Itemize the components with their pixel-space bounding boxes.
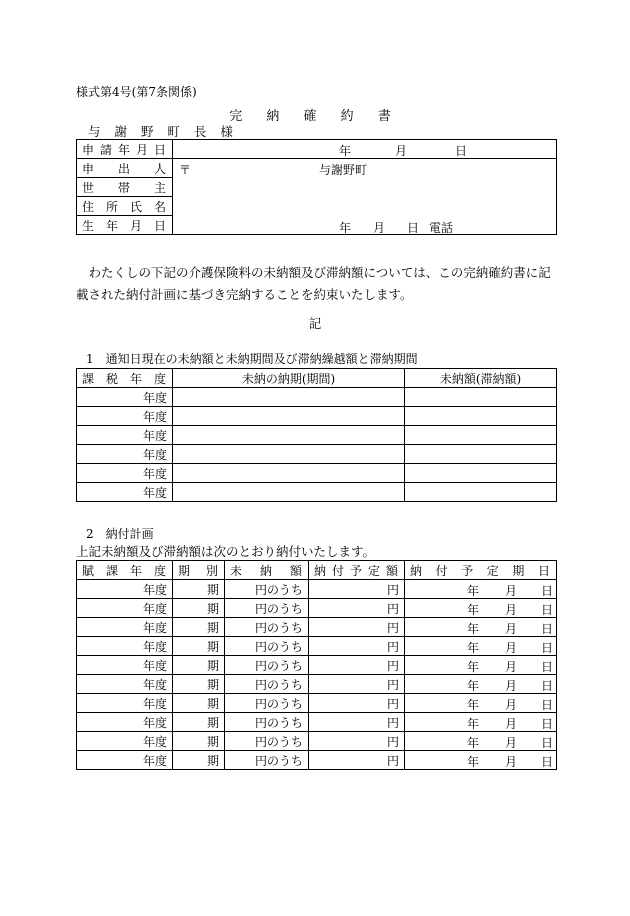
unpaid-amount-cell[interactable]: 円のうち <box>225 656 309 675</box>
date-year-label: 年 <box>467 679 480 693</box>
unpaid-amount-cell[interactable]: 円のうち <box>225 675 309 694</box>
tax-year-cell[interactable]: 年度 <box>77 445 173 464</box>
label-birth-date: 生年月日 <box>77 216 173 235</box>
town-name: 与謝野町 <box>319 163 368 177</box>
date-month-label: 月 <box>505 717 518 731</box>
levy-year-cell[interactable]: 年度 <box>77 580 173 599</box>
planned-amount-cell[interactable]: 円 <box>309 599 405 618</box>
date-month-label: 月 <box>505 679 518 693</box>
unpaid-table <box>76 368 557 502</box>
date-year-label: 年 <box>467 755 480 769</box>
tax-year-cell[interactable]: 年度 <box>77 426 173 445</box>
date-month-label: 月 <box>505 736 518 750</box>
document-title: 完 納 確 約 書 <box>229 109 401 124</box>
period-cell[interactable]: 期 <box>173 656 225 675</box>
table-row <box>77 618 557 637</box>
payment-plan-table <box>76 560 557 770</box>
table-row <box>77 464 557 483</box>
levy-year-cell[interactable]: 年度 <box>77 675 173 694</box>
section2-intro: 上記未納額及び滞納額は次のとおり納付いたします。 <box>76 544 376 559</box>
planned-date-cell[interactable] <box>405 732 557 751</box>
date-day-label: 日 <box>541 603 554 617</box>
period-cell[interactable]: 期 <box>173 751 225 770</box>
body-paragraph: わたくしの下記の介護保険料の未納額及び滞納額については、この完納確約書に記載された納付計画に基づき完納することを約束いたします。 <box>76 265 551 302</box>
unpaid-amount-cell[interactable]: 円のうち <box>225 694 309 713</box>
ki-heading: 記 <box>308 316 322 331</box>
label-address-name: 住所氏名 <box>77 197 173 216</box>
levy-year-cell[interactable]: 年度 <box>77 637 173 656</box>
unpaid-period-cell[interactable] <box>173 426 405 445</box>
period-cell[interactable]: 期 <box>173 637 225 656</box>
levy-year-cell[interactable]: 年度 <box>77 732 173 751</box>
date-month-label: 月 <box>505 622 518 636</box>
unpaid-amount-cell[interactable]: 円のうち <box>225 637 309 656</box>
levy-year-cell[interactable]: 年度 <box>77 751 173 770</box>
period-cell[interactable]: 期 <box>173 732 225 751</box>
date-day-label: 日 <box>455 144 468 158</box>
period-cell[interactable]: 期 <box>173 618 225 637</box>
planned-date-cell[interactable] <box>405 675 557 694</box>
date-day-label: 日 <box>541 755 554 769</box>
label-applicant: 申出人 <box>77 159 173 178</box>
unpaid-amount-cell[interactable] <box>405 407 557 426</box>
table-row <box>77 483 557 502</box>
date-month-label: 月 <box>395 144 408 158</box>
unpaid-amount-cell[interactable] <box>405 426 557 445</box>
addressee: 与 謝 野 町 長 様 <box>88 124 238 139</box>
planned-date-cell[interactable] <box>405 694 557 713</box>
date-year-label: 年 <box>467 622 480 636</box>
date-year-label: 年 <box>467 584 480 598</box>
date-month-label: 月 <box>505 660 518 674</box>
label-head-of-household: 世帯主 <box>77 178 173 197</box>
application-date-field[interactable] <box>173 140 557 159</box>
date-day-label: 日 <box>541 584 554 598</box>
header-planned-date: 納付予定期日 <box>405 561 557 580</box>
date-month-label: 月 <box>505 603 518 617</box>
unpaid-period-cell[interactable] <box>173 445 405 464</box>
date-day-label: 日 <box>541 698 554 712</box>
date-year-label: 年 <box>467 603 480 617</box>
table-row <box>77 599 557 618</box>
table-header-row <box>77 561 557 580</box>
unpaid-amount-cell[interactable] <box>405 388 557 407</box>
planned-date-cell[interactable] <box>405 599 557 618</box>
date-day-label: 日 <box>541 622 554 636</box>
form-number: 様式第4号(第7条関係) <box>76 85 197 99</box>
planned-amount-cell[interactable]: 円 <box>309 675 405 694</box>
header-period: 期別 <box>173 561 225 580</box>
date-day-label: 日 <box>541 679 554 693</box>
table-row <box>77 694 557 713</box>
unpaid-amount-cell[interactable]: 円のうち <box>225 599 309 618</box>
planned-date-cell[interactable] <box>405 580 557 599</box>
table-header-row <box>77 369 557 388</box>
planned-amount-cell[interactable]: 円 <box>309 637 405 656</box>
planned-amount-cell[interactable]: 円 <box>309 751 405 770</box>
period-cell[interactable]: 期 <box>173 580 225 599</box>
table-row <box>77 675 557 694</box>
unpaid-amount-cell[interactable] <box>405 445 557 464</box>
date-year-label: 年 <box>467 736 480 750</box>
date-month-label: 月 <box>505 755 518 769</box>
section2-heading: 2 納付計画 <box>86 527 154 541</box>
table-row <box>77 445 557 464</box>
planned-date-cell[interactable] <box>405 618 557 637</box>
table-row <box>77 388 557 407</box>
unpaid-amount-cell[interactable]: 円のうち <box>225 713 309 732</box>
postal-mark: 〒 <box>179 163 192 177</box>
applicant-table <box>76 139 557 235</box>
table-row <box>77 407 557 426</box>
tax-year-cell[interactable]: 年度 <box>77 464 173 483</box>
header-unpaid-amount: 未納額(滞納額) <box>405 369 557 388</box>
tax-year-cell[interactable]: 年度 <box>77 407 173 426</box>
planned-amount-cell[interactable]: 円 <box>309 713 405 732</box>
tax-year-cell[interactable]: 年度 <box>77 483 173 502</box>
unpaid-amount-cell[interactable]: 円のうち <box>225 618 309 637</box>
table-row <box>77 751 557 770</box>
birth-day-label: 日 <box>407 221 420 235</box>
unpaid-amount-cell[interactable]: 円のうち <box>225 580 309 599</box>
table-row <box>77 656 557 675</box>
planned-amount-cell[interactable]: 円 <box>309 580 405 599</box>
date-month-label: 月 <box>505 641 518 655</box>
header-unpaid-period: 未納の納期(期間) <box>173 369 405 388</box>
planned-date-cell[interactable] <box>405 751 557 770</box>
unpaid-period-cell[interactable] <box>173 388 405 407</box>
planned-amount-cell[interactable]: 円 <box>309 656 405 675</box>
header-levy-year: 賦課年度 <box>77 561 173 580</box>
unpaid-period-cell[interactable] <box>173 464 405 483</box>
table-row <box>77 580 557 599</box>
period-cell[interactable]: 期 <box>173 675 225 694</box>
header-unpaid: 未納額 <box>225 561 309 580</box>
planned-amount-cell[interactable]: 円 <box>309 618 405 637</box>
label-application-date: 申請年月日 <box>77 140 173 159</box>
table-row <box>77 426 557 445</box>
date-year-label: 年 <box>467 717 480 731</box>
levy-year-cell[interactable]: 年度 <box>77 656 173 675</box>
planned-date-cell[interactable] <box>405 713 557 732</box>
date-year-label: 年 <box>467 641 480 655</box>
planned-date-cell[interactable] <box>405 637 557 656</box>
date-year-label: 年 <box>467 660 480 674</box>
unpaid-period-cell[interactable] <box>173 483 405 502</box>
period-cell[interactable]: 期 <box>173 599 225 618</box>
levy-year-cell[interactable]: 年度 <box>77 618 173 637</box>
date-month-label: 月 <box>505 698 518 712</box>
planned-amount-cell[interactable]: 円 <box>309 694 405 713</box>
date-year-label: 年 <box>339 144 352 158</box>
date-day-label: 日 <box>541 641 554 655</box>
section1-heading: 1 通知日現在の未納額と未納期間及び滞納繰越額と滞納期間 <box>86 352 418 366</box>
unpaid-amount-cell[interactable]: 円のうち <box>225 751 309 770</box>
unpaid-amount-cell[interactable] <box>405 464 557 483</box>
date-month-label: 月 <box>505 584 518 598</box>
table-row <box>77 637 557 656</box>
header-tax-year: 課税年度 <box>77 369 173 388</box>
applicant-info-field[interactable] <box>173 159 557 235</box>
levy-year-cell[interactable]: 年度 <box>77 694 173 713</box>
date-day-label: 日 <box>541 660 554 674</box>
unpaid-amount-cell[interactable] <box>405 483 557 502</box>
period-cell[interactable]: 期 <box>173 694 225 713</box>
table-row <box>77 732 557 751</box>
header-planned-amount: 納付予定額 <box>309 561 405 580</box>
date-day-label: 日 <box>541 736 554 750</box>
period-cell[interactable]: 期 <box>173 713 225 732</box>
unpaid-amount-cell[interactable]: 円のうち <box>225 732 309 751</box>
birth-year-label: 年 <box>339 221 352 235</box>
date-day-label: 日 <box>541 717 554 731</box>
phone-label: 電話 <box>429 221 454 235</box>
birth-month-label: 月 <box>373 221 386 235</box>
date-year-label: 年 <box>467 698 480 712</box>
planned-date-cell[interactable] <box>405 656 557 675</box>
levy-year-cell[interactable]: 年度 <box>77 599 173 618</box>
planned-amount-cell[interactable]: 円 <box>309 732 405 751</box>
tax-year-cell[interactable]: 年度 <box>77 388 173 407</box>
table-row <box>77 713 557 732</box>
levy-year-cell[interactable]: 年度 <box>77 713 173 732</box>
unpaid-period-cell[interactable] <box>173 407 405 426</box>
